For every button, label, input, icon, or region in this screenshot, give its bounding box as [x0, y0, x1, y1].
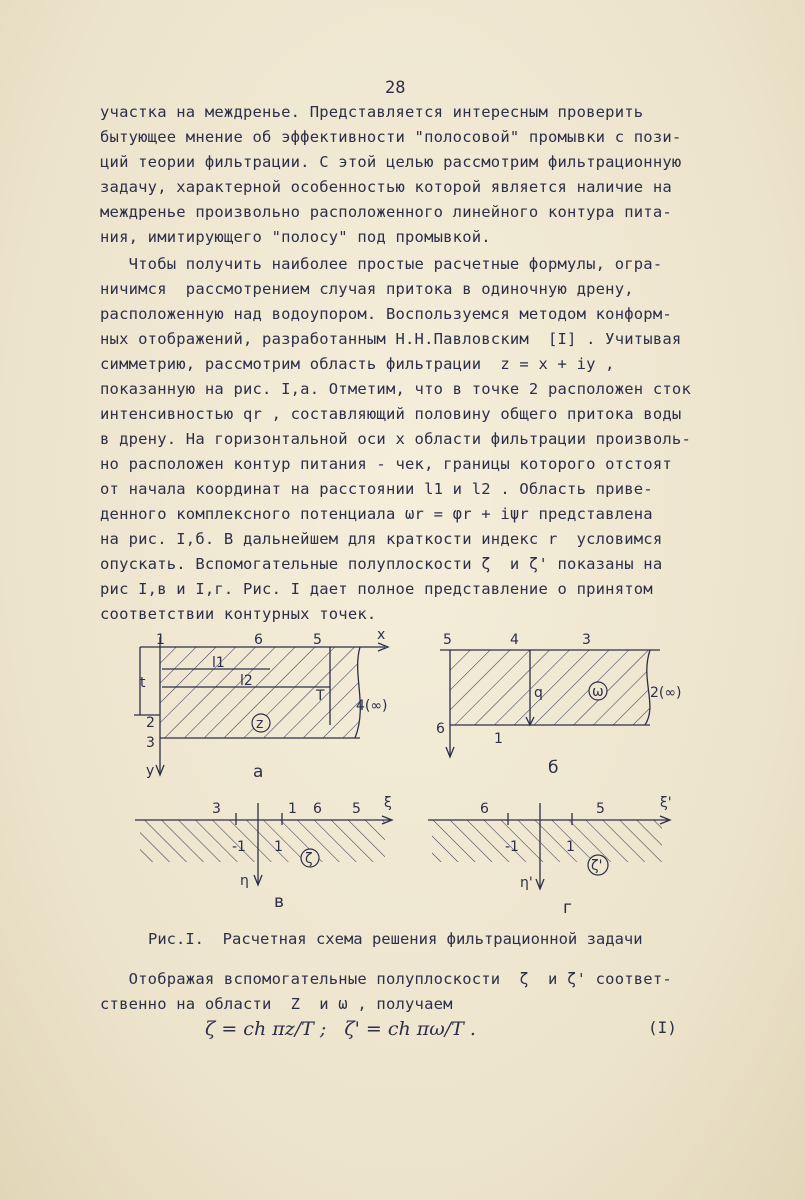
label: 2(∞) [650, 685, 682, 701]
formula: ζ = ch πz/T ; ζ' = ch πω/T . [205, 1018, 476, 1040]
label: 5 [596, 801, 605, 817]
label: T [316, 688, 325, 704]
diagram-b [440, 650, 660, 757]
label: x [377, 627, 386, 643]
label: 6 [436, 721, 445, 737]
label: ζ [305, 851, 313, 867]
text-line: Отображая вспомогательные полуплоскости ζ и ζ' соответ- [100, 970, 672, 988]
label: 6 [313, 801, 322, 817]
text-line: рис I,в и I,г. Рис. I дает полное представление о принятом [100, 580, 653, 598]
text-line: ных отображений, разработанным Н.Н.Павловским [I] . Учитывая [100, 330, 682, 348]
diagram-a [134, 637, 388, 775]
text-line: междренье произвольно расположенного линейного контура пита- [100, 203, 672, 221]
text-line: ций теории фильтрации. С этой целью рассмотрим фильтрационную [100, 153, 682, 171]
label: 5 [443, 632, 452, 648]
label: 1 [566, 839, 575, 855]
equation-number: (I) [648, 1018, 677, 1037]
label: 3 [212, 801, 221, 817]
label: 4 [510, 632, 519, 648]
text-line: расположенную над водоупором. Воспользуемся методом конформ- [100, 305, 672, 323]
text-line: участка на междренье. Представляется интересным проверить [100, 103, 644, 121]
label: l2 [240, 673, 253, 689]
label: l1 [212, 655, 225, 671]
text-line: задачу, характерной особенностью которой является наличие на [100, 178, 672, 196]
label: 6 [480, 801, 489, 817]
label: 5 [313, 632, 322, 648]
label: ξ [384, 795, 392, 811]
label: η' [520, 875, 533, 891]
label: 5 [352, 801, 361, 817]
subfigure-label: в [274, 892, 285, 912]
label: q [534, 685, 543, 701]
text-line: в дрену. На горизонтальной оси x области фильтрации произволь- [100, 430, 691, 448]
text-line: симметрию, рассмотрим область фильтрации z = x + iy , [100, 355, 615, 373]
text-line: интенсивностью qr , составляющий половину общего притока воды [100, 405, 682, 423]
subfigure-label: г [563, 898, 572, 918]
subfigure-label: б [548, 758, 559, 778]
text-line: опускать. Вспомогательные полуплоскости ζ и ζ' показаны на [100, 555, 663, 573]
label: -1 [505, 839, 519, 855]
label: 3 [582, 632, 591, 648]
label: 3 [146, 735, 155, 751]
page-number: 28 [385, 78, 406, 98]
label: 1 [288, 801, 297, 817]
text-line: показанную на рис. I,а. Отметим, что в точке 2 расположен сток [100, 380, 691, 398]
subfigure-label: а [253, 762, 264, 782]
text-line: но расположен контур питания - чек, границы которого отстоят [100, 455, 672, 473]
label: ξ' [660, 795, 672, 811]
label: ω [592, 684, 604, 700]
text-line: ния, имитирующего "полосу" под промывкой. [100, 228, 491, 246]
label: 2 [146, 715, 155, 731]
label: 6 [254, 632, 263, 648]
text-line: бытующее мнение об эффективности "полосовой" промывки с пози- [100, 128, 682, 146]
label: -1 [232, 839, 246, 855]
label: 4(∞) [356, 698, 388, 714]
diagram-g [428, 803, 670, 889]
text-line: ственно на области Z и ω , получаем [100, 995, 453, 1013]
label: y [146, 763, 155, 779]
text-line: от начала координат на расстоянии l1 и l2 . Область приве- [100, 480, 653, 498]
label: η [240, 873, 249, 889]
text-line: денного комплексного потенциала ωr = φr + iψr представлена [100, 505, 653, 523]
figure-scheme [0, 625, 805, 925]
label: z [256, 716, 264, 732]
label: ζ' [591, 858, 603, 874]
figure-caption: Рис.I. Расчетная схема решения фильтрационной задачи [148, 930, 643, 948]
label: 1 [494, 731, 503, 747]
text-line: ничимся рассмотрением случая притока в одиночную дрену, [100, 280, 634, 298]
label: 1 [156, 632, 165, 648]
label: t [140, 675, 146, 691]
text-line: соответствии контурных точек. [100, 605, 377, 623]
text-line: на рис. I,б. В дальнейшем для краткости индекс r условимся [100, 530, 663, 548]
label: 1 [274, 839, 283, 855]
text-line: Чтобы получить наиболее простые расчетные формулы, огра- [100, 255, 663, 273]
